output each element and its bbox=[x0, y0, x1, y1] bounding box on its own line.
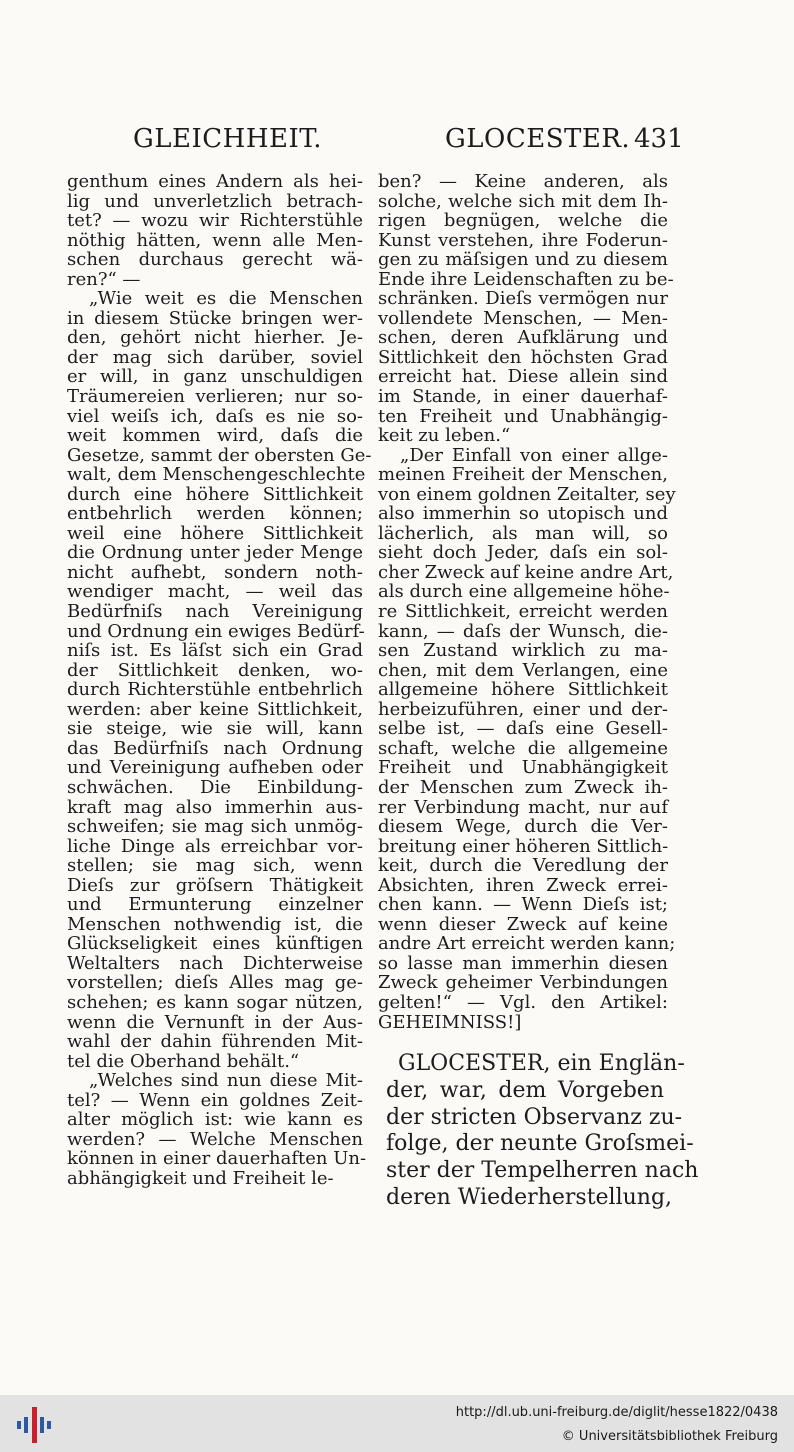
text-line: stellen; sie mag sich, wenn bbox=[67, 855, 363, 877]
text-line: die Ordnung unter jeder Menge bbox=[67, 542, 363, 564]
ub-freiburg-logo-icon bbox=[15, 1407, 55, 1443]
text-line: und Vereinigung aufheben oder bbox=[67, 757, 363, 779]
text-line: Glückseligkeit eines künftigen bbox=[67, 933, 363, 955]
text-line: walt, dem Menschengeschlechte bbox=[67, 464, 366, 486]
text-line: tel? — Wenn ein goldnes Zeit- bbox=[67, 1089, 363, 1111]
text-line: keit zu leben.“ bbox=[378, 425, 511, 447]
text-line: den, gehört nicht hierher. Je- bbox=[67, 327, 363, 349]
text-line: Sittlichkeit den höchsten Grad bbox=[378, 346, 668, 368]
text-line: Gesetze, sammt der obersten Ge- bbox=[67, 444, 372, 466]
text-line: rer Verbindung macht, nur auf bbox=[378, 796, 668, 818]
text-line: schehen; es kann sogar nützen, bbox=[67, 991, 363, 1013]
text-line: weit kommen wird, daſs die bbox=[67, 425, 363, 447]
page-number: 431 bbox=[634, 124, 684, 154]
text-line: können in einer dauerhaften Un- bbox=[67, 1148, 367, 1170]
text-line: der, war, dem Vorgeben bbox=[386, 1077, 664, 1103]
text-line: nicht aufhebt, sondern noth- bbox=[67, 561, 363, 583]
text-line: abhängigkeit und Freiheit le- bbox=[67, 1167, 334, 1189]
text-line: schen durchaus gerecht wä- bbox=[67, 249, 363, 271]
text-line: viel weiſs ich, daſs es nie so- bbox=[67, 405, 363, 427]
text-line: der Sittlichkeit denken, wo- bbox=[67, 659, 363, 681]
text-line: in diesem Stücke bringen wer- bbox=[67, 307, 363, 329]
text-line: weil eine höhere Sittlichkeit bbox=[67, 522, 363, 544]
text-line: lächerlich, als man will, so bbox=[378, 522, 668, 544]
text-line: wenn dieser Zweck auf keine bbox=[378, 913, 668, 935]
text-line: gelten!“ — Vgl. den Artikel: bbox=[378, 991, 668, 1013]
text-line: von einem goldnen Zeitalter, sey bbox=[378, 483, 676, 505]
text-line: ben? — Keine anderen, als bbox=[378, 171, 668, 192]
text-line: der stricten Observanz zu- bbox=[386, 1104, 683, 1130]
text-line: entbehrlich werden können; bbox=[67, 503, 363, 525]
text-line: durch eine höhere Sittlichkeit bbox=[67, 483, 363, 505]
text-line: Bedürfniſs nach Vereinigung bbox=[67, 601, 363, 623]
text-line: Träumereien verlieren; nur so- bbox=[67, 386, 363, 408]
text-line: rigen begnügen, welche die bbox=[378, 210, 668, 232]
text-line: Kunst verstehen, ihre Foderun- bbox=[378, 229, 668, 251]
left-text-column bbox=[67, 171, 372, 1189]
text-line: niſs ist. Es läſst sich ein Grad bbox=[67, 640, 363, 662]
header-right-keyword: GLOCESTER. bbox=[445, 124, 631, 154]
text-line: so lasse man immerhin diesen bbox=[378, 952, 668, 974]
text-line: keit, durch die Veredlung der bbox=[378, 855, 668, 877]
text-line: Absichten, ihren Zweck errei- bbox=[378, 874, 668, 896]
text-line: vollendete Menschen, — Men- bbox=[378, 307, 668, 329]
text-line: werden: aber keine Sittlichkeit, bbox=[67, 698, 363, 720]
text-line: schwächen. Die Einbildung- bbox=[67, 776, 363, 798]
text-line: werden? — Welche Menschen bbox=[67, 1128, 363, 1150]
text-line: GEHEIMNISS!] bbox=[378, 1011, 522, 1033]
text-line: allgemeine höhere Sittlichkeit bbox=[378, 679, 668, 701]
text-line: also immerhin so utopisch und bbox=[378, 503, 668, 525]
text-line: schweifen; sie mag sich unmög- bbox=[67, 816, 363, 838]
text-line: „Welches sind nun diese Mit- bbox=[89, 1070, 363, 1092]
text-line: GLOCESTER, ein Englän- bbox=[398, 1051, 685, 1076]
text-line: sieht doch Jeder, daſs ein sol- bbox=[378, 542, 668, 564]
text-line: selbe ist, — daſs eine Gesell- bbox=[378, 718, 668, 740]
text-line: herbeizuführen, einer und der- bbox=[378, 698, 668, 720]
text-line: er will, in ganz unschuldigen bbox=[67, 366, 363, 388]
text-line: tet? — wozu wir Richterstühle bbox=[67, 210, 363, 232]
text-line: breitung einer höheren Sittlich- bbox=[378, 835, 669, 857]
copyright-notice: © Universitätsbibliothek Freiburg bbox=[561, 1429, 778, 1444]
text-line: Ende ihre Leidenschaften zu be- bbox=[378, 268, 674, 290]
text-line: gen zu mäſsigen und zu diesem bbox=[378, 249, 668, 271]
text-line: re Sittlichkeit, erreicht werden bbox=[378, 601, 668, 623]
text-line: als durch eine allgemeine höhe- bbox=[378, 581, 670, 603]
text-line: und Ordnung ein ewiges Bedürf- bbox=[67, 620, 365, 642]
text-line: lig und unverletzlich betrach- bbox=[67, 190, 363, 212]
text-line: schaft, welche die allgemeine bbox=[378, 737, 668, 759]
text-line: der mag sich darüber, soviel bbox=[67, 346, 363, 368]
text-line: ren?“ — bbox=[67, 268, 141, 290]
text-line: sen Zustand wirklich zu ma- bbox=[378, 640, 668, 662]
text-line: sie steige, wie sie will, kann bbox=[67, 718, 363, 740]
text-line: kraft mag also immerhin aus- bbox=[67, 796, 363, 818]
text-line: wenn die Vernunft in der Aus- bbox=[67, 1011, 363, 1033]
running-header bbox=[0, 124, 794, 160]
text-line: schen, deren Aufklärung und bbox=[378, 327, 668, 349]
text-line: genthum eines Andern als hei- bbox=[67, 171, 363, 192]
text-line: solche, welche sich mit dem Ih- bbox=[378, 190, 668, 212]
text-line: wendiger macht, — weil das bbox=[67, 581, 363, 603]
text-line: tel die Oberhand behält.“ bbox=[67, 1050, 300, 1072]
viewer-footer bbox=[0, 1395, 794, 1452]
text-line: liche Dinge als erreichbar vor- bbox=[67, 835, 363, 857]
text-line: wahl der dahin führenden Mit- bbox=[67, 1031, 363, 1053]
text-line: erreicht hat. Diese allein sind bbox=[378, 366, 668, 388]
text-line: durch Richterstühle entbehrlich bbox=[67, 679, 363, 701]
text-line: meinen Freiheit der Menschen, bbox=[378, 464, 668, 486]
text-line: Freiheit und Unabhängigkeit bbox=[378, 757, 668, 779]
text-line: folge, der neunte Groſsmei- bbox=[386, 1131, 694, 1157]
header-left-keyword: GLEICHHEIT. bbox=[133, 124, 323, 154]
text-line: im Stande, in einer dauerhaf- bbox=[378, 386, 668, 408]
text-line: Weltalters nach Dichterweise bbox=[67, 952, 363, 974]
text-line: der Menschen zum Zweck ih- bbox=[378, 776, 668, 798]
text-line: andre Art erreicht werden kann; bbox=[378, 933, 676, 955]
text-line: ten Freiheit und Unabhängig- bbox=[378, 405, 668, 427]
right-text-column bbox=[378, 171, 676, 1033]
text-line: Zweck geheimer Verbindungen bbox=[378, 972, 668, 994]
text-line: alter möglich ist: wie kann es bbox=[67, 1109, 363, 1131]
glocester-entry bbox=[386, 1051, 699, 1212]
text-line: nöthig hätten, wenn alle Men- bbox=[67, 229, 363, 251]
text-line: chen, mit dem Verlangen, eine bbox=[378, 659, 668, 681]
text-line: chen kann. — Wenn Dieſs ist; bbox=[378, 894, 668, 916]
text-line: kann, — daſs der Wunsch, die- bbox=[378, 620, 668, 642]
text-line: deren Wiederherstellung, bbox=[386, 1184, 673, 1210]
document-url-link[interactable]: http://dl.ub.uni-freiburg.de/diglit/hesse1822/0438 bbox=[455, 1405, 778, 1420]
text-line: schränken. Dieſs vermögen nur bbox=[378, 288, 668, 310]
text-line: „Wie weit es die Menschen bbox=[89, 288, 363, 310]
text-line: cher Zweck auf keine andre Art, bbox=[378, 561, 674, 583]
text-line: vorstellen; dieſs Alles mag ge- bbox=[67, 972, 363, 994]
text-line: diesem Wege, durch die Ver- bbox=[378, 816, 668, 838]
text-line: das Bedürfniſs nach Ordnung bbox=[67, 737, 363, 759]
text-line: Menschen nothwendig ist, die bbox=[67, 913, 363, 935]
text-line: und Ermunterung einzelner bbox=[67, 894, 363, 916]
text-line: ster der Tempelherren nach bbox=[386, 1158, 699, 1184]
text-line: Dieſs zur gröſsern Thätigkeit bbox=[67, 874, 363, 896]
text-line: „Der Einfall von einer allge- bbox=[400, 444, 668, 466]
